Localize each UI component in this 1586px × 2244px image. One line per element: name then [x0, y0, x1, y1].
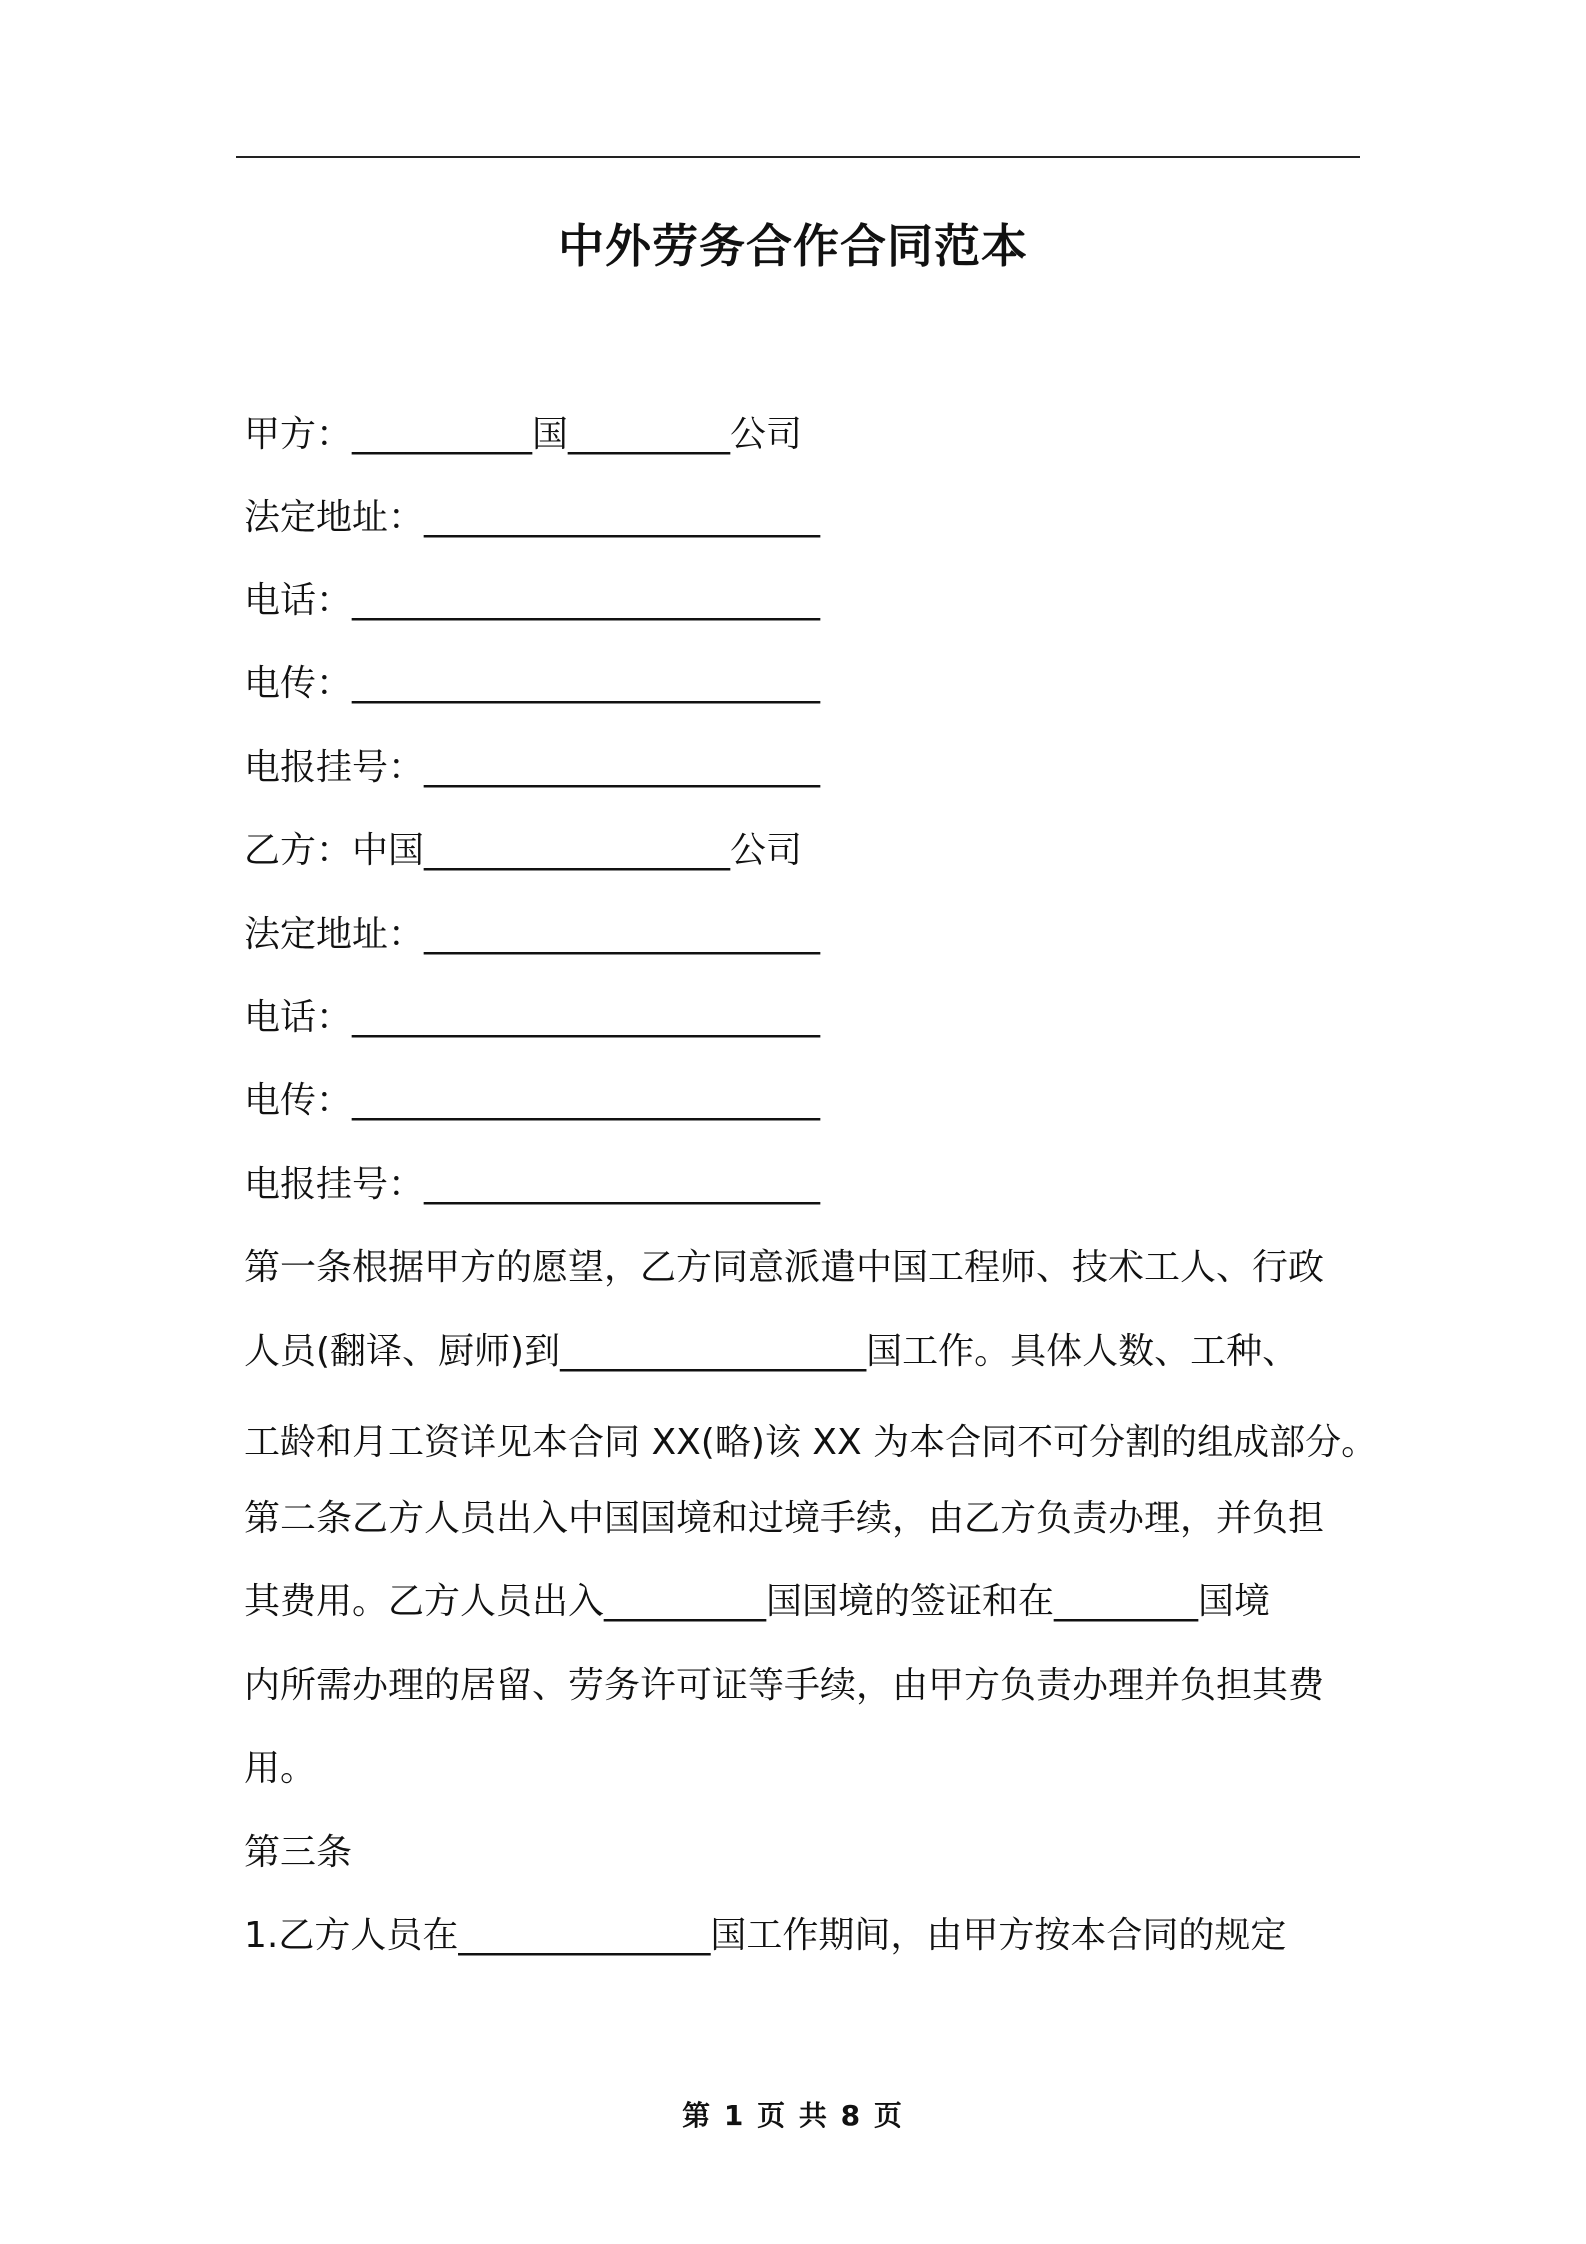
header-rule: [236, 156, 1360, 158]
party-a-phone-line: 电话：__________________________: [244, 580, 821, 621]
party-b-name-line: 乙方：中国_________________公司: [244, 830, 803, 871]
party-a-address-line: 法定地址：______________________: [244, 497, 821, 538]
party-b-cable-line: 电报挂号：______________________: [244, 1164, 821, 1205]
article-2-line-3: 内所需办理的居留、劳务许可证等手续，由甲方负责办理并负担其费: [244, 1665, 1325, 1706]
article-1-line-2: 人员(翻译、厨师)到_________________国工作。具体人数、工种、: [244, 1331, 1299, 1372]
article-3-item-1: 1.乙方人员在______________国工作期间，由甲方按本合同的规定: [244, 1915, 1287, 1956]
party-b-fax-line: 电传：__________________________: [244, 1080, 821, 1121]
party-a-fax-line: 电传：__________________________: [244, 663, 821, 704]
party-b-phone-line: 电话：__________________________: [244, 997, 821, 1038]
document-title: 中外劳务合作合同范本: [558, 219, 1028, 273]
article-1-line-3: 工龄和月工资详见本合同 XX(略)该 XX 为本合同不可分割的组成部分。: [244, 1422, 1378, 1463]
article-2-line-1: 第二条乙方人员出入中国国境和过境手续，由乙方负责办理，并负担: [244, 1498, 1325, 1539]
party-b-address-line: 法定地址：______________________: [244, 914, 821, 955]
page-indicator: 第 1 页 共 8 页: [682, 2099, 904, 2132]
article-1-line-1: 第一条根据甲方的愿望，乙方同意派遣中国工程师、技术工人、行政: [244, 1247, 1325, 1288]
article-2-line-2: 其费用。乙方人员出入_________国国境的签证和在________国境: [244, 1581, 1271, 1622]
article-2-line-4: 用。: [244, 1748, 317, 1789]
article-3-heading: 第三条: [244, 1832, 353, 1873]
party-a-name-line: 甲方：__________国_________公司: [244, 414, 803, 455]
party-a-cable-line: 电报挂号：______________________: [244, 747, 821, 788]
